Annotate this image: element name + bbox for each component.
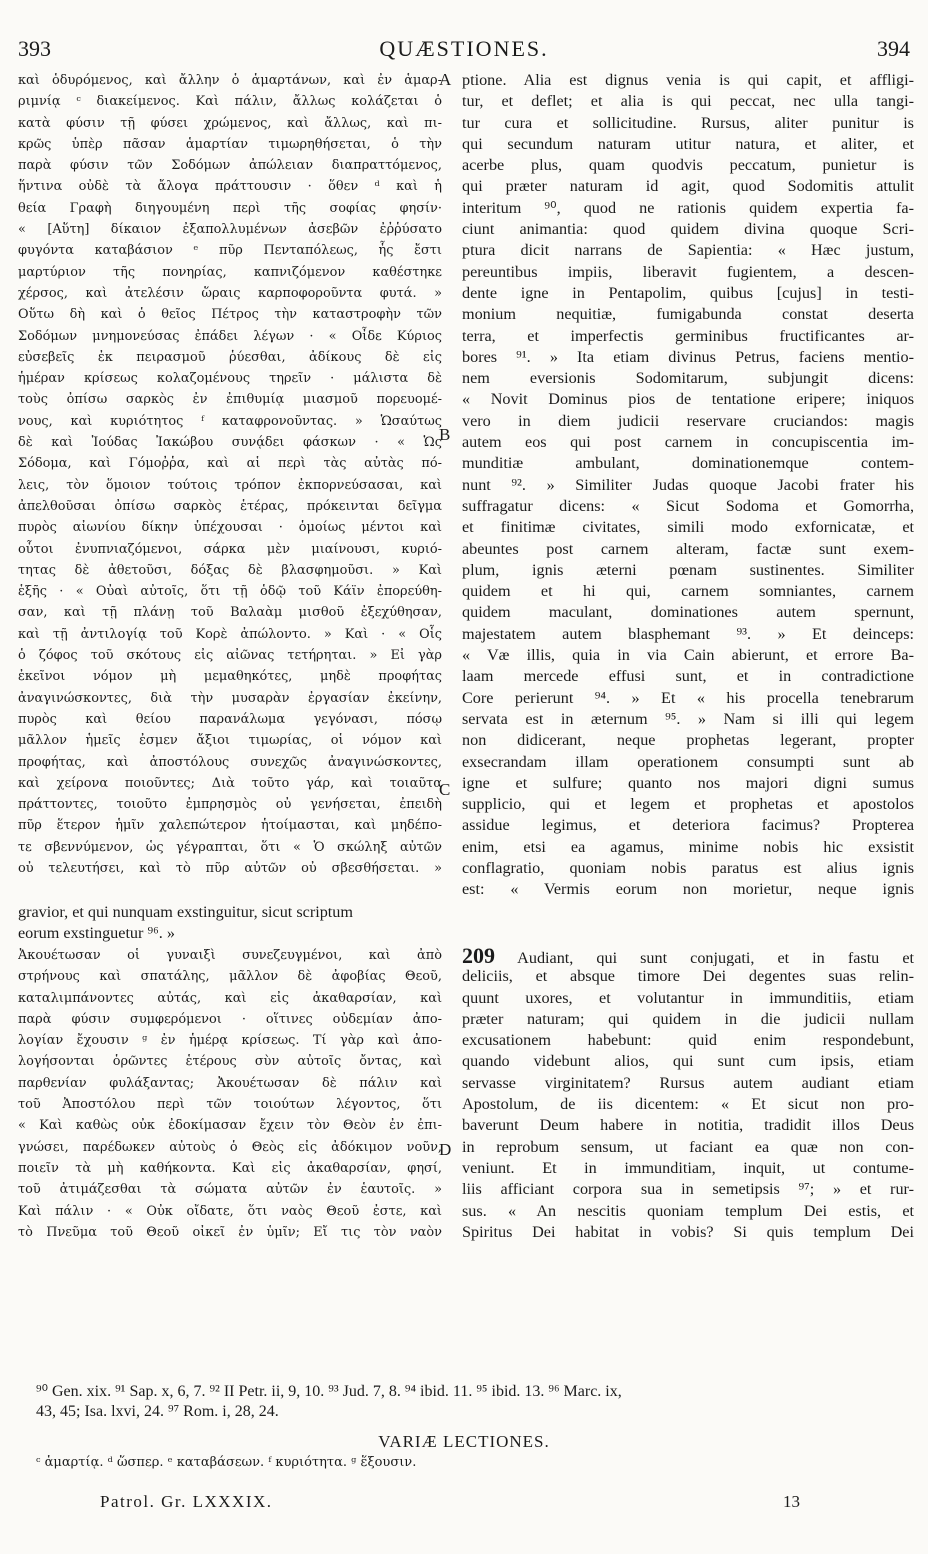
latin-text-line: nunt ⁹². » Similiter Judas quoque Jacobi frater his [462, 475, 914, 494]
latin-text-line: assidue legimus, et deteriora facimus? Propterea [462, 816, 914, 835]
latin-text-line: sus. « An nescitis quoniam templum Dei estis, et [462, 1201, 914, 1220]
greek-text-line: πυρὸς αἰωνίου δίκην ὑπέχουσαι · ὁμοίως μέντοι καὶ [18, 520, 442, 536]
greek-text-line: μᾶλλον ἡμεῖς ἐσμεν ἄξιοι τιμωρίας, οἱ νόμον καὶ [18, 733, 442, 749]
latin-text-line: plum, ignis æterni pœnam sustinentes. Similiter [462, 560, 914, 579]
latin-column [462, 70, 914, 901]
latin-text-line: bores ⁹¹. » Ita etiam divinus Petrus, faciens mentio- [462, 347, 914, 366]
greek-text-line: λογίαν ἔχουσιν ᵍ ἐν ἡμέρᾳ κρίσεως. Τί γὰρ καὶ ἀπο- [18, 1033, 442, 1049]
latin-text-line: supplicio, qui et legem et prophetas et apostolos [462, 795, 914, 814]
latin-column-lower [462, 945, 914, 1243]
latin-text-line: autem eos qui post carnem in concupiscentia im- [462, 433, 914, 452]
latin-text-line: qui præter naturam id agit, quod Sodomitis attulit [462, 177, 914, 196]
greek-text-line: ποιεῖν τὰ μὴ καθήκοντα. Καὶ εἰς ἀκαθαρσίαν, φησί, [18, 1160, 442, 1176]
greek-text-line: πυρὸς καὶ θείου παρανάλωμα γεγόνασι, πόσῳ [18, 711, 442, 727]
latin-text-line: tur cura et sollicitudine. Rursus, aliter punitur is [462, 113, 914, 132]
latin-text-line: quunt uxores, et volutantur in immunditiis, etiam [462, 988, 914, 1007]
greek-text-line: ἀναγινώσκοντες, διὰ τὴν μυσαρὰν ἐργασίαν ἐκείνην, [18, 690, 442, 706]
latin-text-line: conflagratio, quoniam nobis paratus est alius ignis [462, 858, 914, 877]
latin-text-line: suffragatur dicens: « Sicut Sodoma et Gomorrha, [462, 496, 914, 515]
greek-text-line: παρὰ φύσιν τῶν Σοδόμων ἀπώλειαν διαπραττόμενος, [18, 158, 442, 174]
greek-text-line: εὐσεβεῖς ἐκ πειρασμοῦ ῥύεσθαι, ἀδίκους δὲ εἰς [18, 349, 442, 365]
greek-column-lower [18, 945, 442, 1243]
latin-text-line: laam mercede effusi sunt, et in contradictione [462, 667, 914, 686]
greek-text-line: τὸ Πνεῦμα τοῦ Θεοῦ οἰκεῖ ἐν ὑμῖν; Εἴ τις τὸν ναὸν [18, 1224, 442, 1240]
margin-marker-b: B [439, 425, 451, 444]
latin-text-line: exsecrandam illam operationem consumpti sunt ab [462, 752, 914, 771]
greek-text-line: φυγόντα καταβάσιον ᵉ πῦρ Πενταπόλεως, ἧς ἔστι [18, 243, 442, 259]
latin-text-line: tur, et deflet; et alia is qui peccat, nec ulla tangi- [462, 92, 914, 111]
greek-text-line: χέρσος, καὶ ἀτελέσιν ὥραις καρποφοροῦντα φυτά. » [18, 285, 442, 301]
running-title: QUÆSTIONES. [379, 36, 549, 61]
variae-lectiones-line: ᶜ ἁμαρτίᾳ. ᵈ ὥσπερ. ᵉ καταβάσεων. ᶠ κυριότητα. ᵍ ἕξουσιν. [36, 1455, 417, 1470]
greek-text-line: πράττοντες, τοιοῦτο ἐμπρησμὸς οὐ γενήσεται, ἐπειδὴ [18, 797, 442, 813]
greek-text-line: γνώσει, παρέδωκεν αὐτοὺς ὁ Θεὸς εἰς ἀδόκιμον νοῦν, [18, 1139, 442, 1155]
latin-text-line: ciunt animantia: quod quidem divina quoque Scri- [462, 220, 914, 239]
greek-text-line: νους, καὶ κυριότητος ᶠ καταφρονοῦντας. » Ὡσαύτως [18, 413, 442, 429]
greek-text-line: τοῦ Ἀποστόλου περὶ τῶν τοιούτων λέγοντος, ὅτι [18, 1097, 442, 1113]
latin-text-line: qui secundum naturam utitur natura, et aliter, et [462, 134, 914, 153]
latin-text-line: majestatem autem blasphemant ⁹³. » Et deinceps: [462, 624, 914, 643]
latin-text-line: Apostolum, de iis dicentem: « Et sicut non pro- [462, 1095, 914, 1114]
page-number-right: 394 [877, 36, 910, 61]
latin-text-line: ptura dicit narrans de Sapientia: « Hæc justum, [462, 241, 914, 260]
greek-text-line: τοῦ ἀτιμάζεσθαι τὰ σώματα αὐτῶν ἐν ἑαυτοῖς. » [18, 1182, 442, 1198]
latin-text-line [462, 945, 914, 966]
latin-text-line: præter naturam; qui quidem in die judicii nullam [462, 1009, 914, 1028]
footnotes [36, 1382, 916, 1422]
latin-text-line: « Novit Dominus pios de tentatione eripere; iniquos [462, 390, 914, 409]
margin-marker-d: D [439, 1140, 452, 1159]
latin-text-line: in reprobum sensum, ut faciant ea quæ non con- [462, 1137, 914, 1156]
span-text-line: gravior, et qui nunquam exstinguitur, sicut scriptum [18, 903, 353, 921]
greek-text-line: ἡμέραν κρίσεως κολαζομένους τηρεῖν · μάλιστα δὲ [18, 371, 442, 387]
greek-text-line: προφήτας, καὶ ἀποστόλους συνεχῶς ἀναγινώσκοντες, [18, 754, 442, 770]
latin-text-line: ptione. Alia est dignus venia is qui capit, et affligi- [462, 71, 914, 89]
greek-text-line: Ἀκουέτωσαν οἱ γυναιξὶ συνεζευγμένοι, καὶ ἀπὸ [18, 948, 442, 963]
page-footer [100, 1492, 800, 1512]
latin-text-line: igne et sulfure; quanto nos majori digni sumus [462, 773, 914, 792]
greek-text-line: καὶ τῇ ἀντιλογίᾳ τοῦ Κορὲ ἀπώλοντο. » Καὶ · « Οἷς [18, 626, 442, 642]
latin-text-line: Spiritus Dei habitat in vobis? Si quis templum Dei [462, 1222, 914, 1241]
margin-marker-c: C [439, 780, 451, 799]
greek-text-line: παρὰ φύσιν συμφερόμενοι · οἵτινες οὐδεμίαν ἀπο- [18, 1011, 442, 1027]
greek-text-line: κατὰ φύσιν τῇ φύσει χρώμενος, καὶ ἄλλως, καὶ πι- [18, 115, 442, 131]
latin-text-line: nem eversionis Sodomitarum, subjungit dicens: [462, 369, 914, 388]
page-header [18, 36, 910, 66]
greek-text-line: λεις, τὸν ὅμοιον τούτοις τρόπον ἐκπορνεύσασαι, καὶ [18, 477, 442, 493]
greek-text-line: τοὺς ὀπίσω σαρκὸς ἐν ἐπιθυμίᾳ μιασμοῦ πορευομέ- [18, 392, 442, 408]
greek-text-line: ριμνίᾳ ᶜ διακείμενος. Καὶ πάλιν, ἄλλως κολάζεται ὁ [18, 94, 442, 110]
latin-text-line: terra, et imperfectis germinibus fructificantes ar- [462, 326, 914, 345]
greek-text-line: στρήνους καὶ σπατάλης, μᾶλλον δὲ ἀφοβίας Θεοῦ, [18, 969, 442, 985]
latin-text-line: dente igne in Pentapolim, quibus [cujus] in testi- [462, 283, 914, 302]
greek-text-line: τητας δὲ ἀθετοῦσι, δόξας δὲ βλασφημοῦσι. » Καὶ [18, 562, 442, 578]
latin-text-line: veniunt. Et in immunditiam, inquit, ut contume- [462, 1158, 914, 1177]
greek-text-line: λογήσονται ὁρῶντες ἑτέρους σὺν αὐτοῖς ὄντας, καὶ [18, 1054, 442, 1070]
paragraph-number: 209 [462, 945, 495, 967]
latin-text-line: abeuntes post carnem alteram, factæ sunt exem- [462, 539, 914, 558]
page-number-left: 393 [18, 36, 51, 61]
greek-text-line: ἐκεῖνοι νόμον μὴ μεμαθηκότες, μηδὲ προφήτας [18, 669, 442, 685]
full-width-continuation [18, 902, 910, 944]
greek-text-line: Σόδομα, καὶ Γόμοῤῥα, καὶ αἱ περὶ τὰς αὐτὰς πό- [18, 456, 442, 472]
latin-text-line: non didicerant, neque prophetas legerant, propter [462, 731, 914, 750]
greek-text-line: Σοδόμων μνημονεύσας ἐπάδει λέγων · « Οἶδε Κύριος [18, 328, 442, 344]
greek-text-line: ἑξῆς · « Οὐαὶ αὐτοῖς, ὅτι τῇ ὁδῷ τοῦ Κάϊν ἐπορεύθη- [18, 584, 442, 600]
greek-text-line: σαν, καὶ τῇ πλάνῃ τοῦ Βαλαὰμ μισθοῦ ἐξεχύθησαν, [18, 605, 442, 621]
greek-text-line: θεία Γραφὴ διηγουμένη περὶ τῆς σοφίας φησίν· [18, 200, 442, 216]
footnote-line: 43, 45; Isa. lxvi, 24. ⁹⁷ Rom. i, 28, 24. [36, 1403, 279, 1420]
margin-marker-a: A [439, 70, 452, 89]
latin-text-line: excusationem habebunt: quid enim respondebunt, [462, 1031, 914, 1050]
greek-text-line: κρῶς ὑπὲρ πᾶσαν ἁμαρτίαν τιμωρηθήσεται, ὁ τὴν [18, 136, 442, 152]
greek-text-line: πῦρ ἕτερον ἡμῖν χαλεπώτερον ἡτοίμασται, καὶ μηδέπο- [18, 818, 442, 834]
greek-text-line: τε σβεννύμενον, ὡς γέγραπται, ὅτι « Ὁ σκώληξ αὐτῶν [18, 839, 442, 855]
variae-lectiones-title: VARIÆ LECTIONES. [378, 1432, 550, 1451]
greek-text-line: « Καὶ καθὼς οὐκ ἐδοκίμασαν ἔχειν τὸν Θεὸν ἐν ἐπι- [18, 1118, 442, 1134]
latin-text-line: interitum ⁹⁰, quod ne rationis quidem expertia fa- [462, 198, 914, 217]
latin-text-line: munditiæ ambulant, dominationemque contem- [462, 454, 914, 473]
greek-text-line: ἀπελθοῦσαι ὀπίσω σαρκὸς ἑτέρας, πρόκεινται δεῖγμα [18, 498, 442, 514]
greek-text-line: Οὕτω δὴ καὶ ὁ θεῖος Πέτρος τὴν καταστροφὴν τῶν [18, 307, 442, 323]
latin-text-line: servata est in æternum ⁹⁵. » Nam si illi qui legem [462, 709, 914, 728]
latin-text-line: quando videbunt alios, qui sunt cum ipsis, etiam [462, 1052, 914, 1071]
latin-text-line: acerbe plus, quam quodvis peccatum, punietur is [462, 156, 914, 175]
greek-text-line: οὐ τελευτήσει, καὶ τὸ πῦρ αὐτῶν οὐ σβεσθήσεται. » [18, 860, 442, 876]
footnote-line: ⁹⁰ Gen. xix. ⁹¹ Sap. x, 6, 7. ⁹² II Petr. ii, 9, 10. ⁹³ Jud. 7, 8. ⁹⁴ ibid. 11. ⁹⁵ ibid. 13. ⁹⁶ Marc. ix, [36, 1383, 622, 1400]
span-text-line: eorum exstinguetur ⁹⁶. » [18, 924, 175, 942]
footer-page-number: 13 [783, 1492, 800, 1511]
greek-text-line: ὁ ζόφος τοῦ σκότους εἰς αἰῶνας τετήρηται. » Εἰ γὰρ [18, 648, 442, 664]
latin-text-line: Core perierunt ⁹⁴. » Et « his procella tenebrarum [462, 688, 914, 707]
latin-text-line: pereuntibus impiis, liberavit fugientem, a descen- [462, 262, 914, 281]
greek-text-line: οὗτοι ἐνυπνιαζόμενοι, σάρκα μὲν μιαίνουσι, κυριό- [18, 541, 442, 557]
greek-text-line: παρθενίαν φυλάξαντας; Ἀκουέτωσαν δὲ πάλιν καὶ [18, 1075, 442, 1091]
latin-text-fragment: Audiant, qui sunt conjugati, et in fastu et [517, 949, 914, 967]
latin-text-line: liis afficiant corpora sua in semetipsis ⁹⁷; » et rur- [462, 1180, 914, 1199]
greek-text-line: καὶ χείρονα ποιοῦντες; Διὰ τοῦτο γάρ, καὶ τοιαῦτα [18, 775, 442, 791]
latin-text-line: « Væ illis, quia in via Cain abierunt, et errore Ba- [462, 646, 914, 665]
latin-text-line: quidem et hi qui, carnem somniantes, carnem [462, 582, 914, 601]
greek-text-line: καταλιμπάνοντες αὐτάς, καὶ εἰς ἀκαθαρσίαν, καὶ [18, 990, 442, 1006]
latin-text-line: vero in diem judicii reservare cruciandos: magis [462, 411, 914, 430]
greek-text-line: καὶ ὁδυρόμενος, καὶ ἄλλην ὁ ἁμαρτάνων, καὶ ἐν ἁμαρ- [18, 73, 442, 88]
latin-text-line: enim, etsi ea agamus, minime nobis hic exsistit [462, 837, 914, 856]
latin-text-line: est: « Vermis eorum non morietur, neque ignis [462, 880, 914, 899]
latin-text-line: quidem maculant, dominationes autem spernunt, [462, 603, 914, 622]
latin-text-line: monium nequitiæ, fumigabunda constat deserta [462, 305, 914, 324]
greek-text-line: ἥντινα οὐδὲ τὰ ἄλογα πράττουσιν · ὅθεν ᵈ καὶ ἡ [18, 179, 442, 195]
greek-column [18, 70, 442, 879]
latin-text-line: et finitimæ civitates, simili modo exfornicatæ, et [462, 518, 914, 537]
footer-signature: Patrol. Gr. LXXXIX. [100, 1492, 273, 1511]
latin-text-line: servasse virginitatem? Rursus autem audiant etiam [462, 1073, 914, 1092]
greek-text-line: δὲ καὶ Ἰούδας Ἰακώβου συνᾴδει φάσκων · « Ὡς [18, 435, 442, 451]
greek-text-line: μαρτύριον τῆς πονηρίας, καπνιζόμενον καθέστηκε [18, 264, 442, 280]
latin-text-line: baverunt Deum habere in notitia, tradidit illos Deus [462, 1116, 914, 1135]
latin-text-line: deliciis, et absque timore Dei degentes suas relin- [462, 967, 914, 986]
greek-text-line: Καὶ πάλιν · « Οὐκ οἴδατε, ὅτι ναὸς Θεοῦ ἐστε, καὶ [18, 1203, 442, 1219]
greek-text-line: « [Αὕτη] δίκαιον ἐξαπολλυμένων ἀσεβῶν ἐῤῥύσατο [18, 222, 442, 238]
